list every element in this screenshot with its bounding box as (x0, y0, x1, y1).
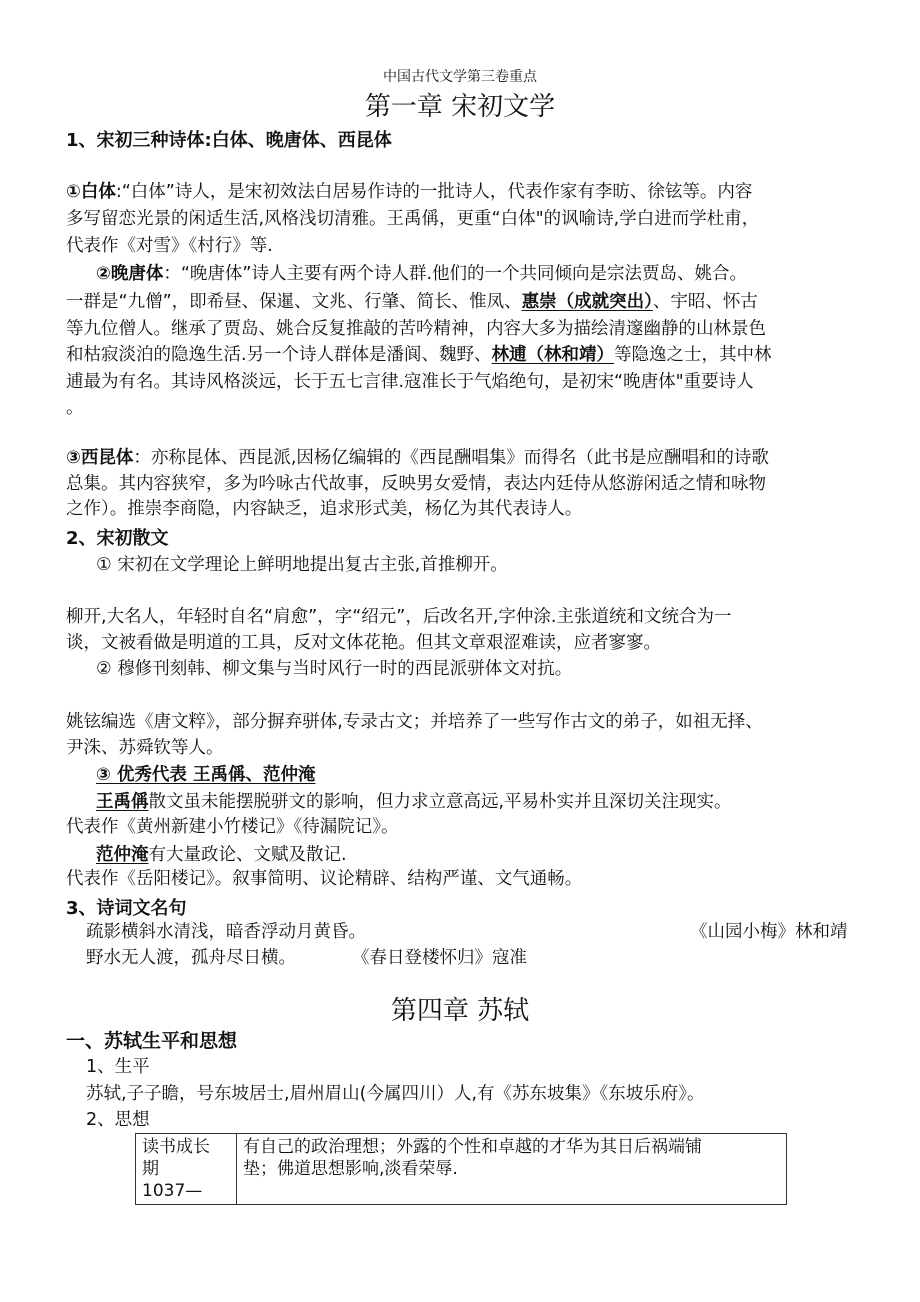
yaoxuan-line-2: 尹洙、苏舜钦等人。 (66, 738, 224, 758)
s2-point-1: ① 宋初在文学理论上鲜明地提出复古主张,首推柳开。 (96, 555, 508, 575)
thought-table (135, 1133, 787, 1205)
baiti-line-2: 多写留恋光景的闲适生活,风格浅切清雅。王禹偁，更重“白体"的讽喻诗,学白进而学杜甫， (66, 209, 760, 229)
fan-works: 代表作《岳阳楼记》。叙事简明、议论精辟、结构严谨、文气通畅。 (66, 869, 583, 889)
wantang-line-1: ②晚唐体：“晚唐体”诗人主要有两个诗人群.他们的一个共同倾向是宗法贾岛、姚合。 (96, 264, 748, 284)
liukai-line-2: 谈，文被看做是明道的工具，反对文体花艳。但其文章艰涩难读，应者寥寥。 (66, 633, 661, 653)
quote-2-line: 野水无人渡，孤舟尽日横。 (86, 948, 296, 968)
wantang-line-5: 逋最为有名。其诗风格淡远，长于五七言律.寇准长于气焰绝句，是初宋“晚唐体"重要诗人 (66, 372, 754, 392)
xikun-line-2: 总集。其内容狭窄，多为吟咏古代故事，反映男女爱情，表达内廷侍从悠游闲适之情和咏物 (66, 474, 766, 494)
xikun-line-3: 之作）。推崇李商隐，内容缺乏，追求形式美，杨亿为其代表诗人。 (66, 499, 583, 519)
table-cell-period: 读书成长 期 1037— (136, 1134, 237, 1205)
quote-2-source: 《春日登楼怀归》寇准 (352, 948, 527, 968)
baiti-label: ①白体 (66, 182, 116, 202)
xikun-line-1: ③西昆体：亦称昆体、西昆派,因杨亿编辑的《西昆酬唱集》而得名（此书是应酬唱和的诗歌 (66, 448, 769, 468)
chapter-4-section-1: 一、苏轼生平和思想 (66, 1030, 238, 1052)
wantang-line-2: 一群是“九僧”，即希昼、保暹、文兆、行肇、简长、惟凤、惠崇（成就突出）、宇昭、怀古 (66, 292, 758, 312)
section-1-heading: 1、宋初三种诗体:白体、晚唐体、西昆体 (66, 130, 392, 151)
wantang-line-3: 等九位僧人。继承了贾岛、姚合反复推敲的苦吟精神，内容大多为描绘清邃幽静的山林景色 (66, 319, 766, 339)
linbu-emphasis: 林逋（林和靖） (491, 345, 615, 365)
section-3-heading: 3、诗词文名句 (66, 898, 187, 919)
life-text: 苏轼,子子瞻，号东坡居士,眉州眉山(今属四川）人,有《苏东坡集》《东坡乐府》。 (86, 1084, 705, 1104)
wantang-line-6: 。 (66, 398, 84, 418)
wang-name: 王禹偁 (96, 792, 149, 812)
wantang-label: ②晚唐体 (96, 264, 164, 284)
s2-point-2: ② 穆修刊刻韩、柳文集与当时风行一时的西昆派骈体文对抗。 (96, 659, 573, 679)
fan-line: 范仲淹有大量政论、文赋及散记. (96, 845, 347, 865)
wang-line: 王禹偁散文虽未能摆脱骈文的影响，但力求立意高远,平易朴实并且深切关注现实。 (96, 792, 732, 812)
chapter-4-title: 第四章 苏轼 (390, 996, 530, 1026)
table-row (136, 1134, 787, 1205)
fan-name: 范仲淹 (96, 845, 149, 865)
huichong-emphasis: 惠崇（成就突出） (521, 292, 653, 312)
xikun-label: ③西昆体 (66, 448, 134, 468)
quote-1-line: 疏影横斜水清浅，暗香浮动月黄昏。 (86, 922, 366, 942)
table-cell-description: 有自己的政治理想；外露的个性和卓越的才华为其日后祸端铺 垫；佛道思想影响,淡看荣辱. (237, 1134, 787, 1205)
wang-works: 代表作《黄州新建小竹楼记》《待漏院记》。 (66, 817, 399, 837)
yaoxuan-line-1: 姚铉编选《唐文粹》，部分摒弃骈体,专录古文；并培养了一些写作古文的弟子，如祖无择、 (66, 712, 763, 732)
chapter-1-title: 第一章 宋初文学 (364, 92, 556, 122)
wantang-line-4: 和枯寂淡泊的隐逸生活.另一个诗人群体是潘阆、魏野、林逋（林和靖）等隐逸之士，其中林 (66, 345, 772, 365)
section-2-heading: 2、宋初散文 (66, 528, 169, 549)
liukai-line-1: 柳开,大名人，年轻时自名“肩愈”，字“绍元”，后改名开,字仲涂.主张道统和文统合为一 (66, 607, 732, 627)
s2-point-3: ③ 优秀代表 王禹偁、范仲淹 (96, 765, 316, 785)
thought-subheading: 2、思想 (86, 1110, 150, 1130)
baiti-line-3: 代表作《对雪》《村行》等. (66, 236, 273, 256)
baiti-line-1: ①白体:“白体”诗人，是宋初效法白居易作诗的一批诗人，代表作家有李昉、徐铉等。内容 (66, 182, 753, 202)
quote-1-source: 《山园小梅》林和靖 (690, 922, 848, 942)
life-subheading: 1、生平 (86, 1057, 150, 1077)
doc-subtitle: 中国古代文学第三卷重点 (383, 69, 537, 85)
